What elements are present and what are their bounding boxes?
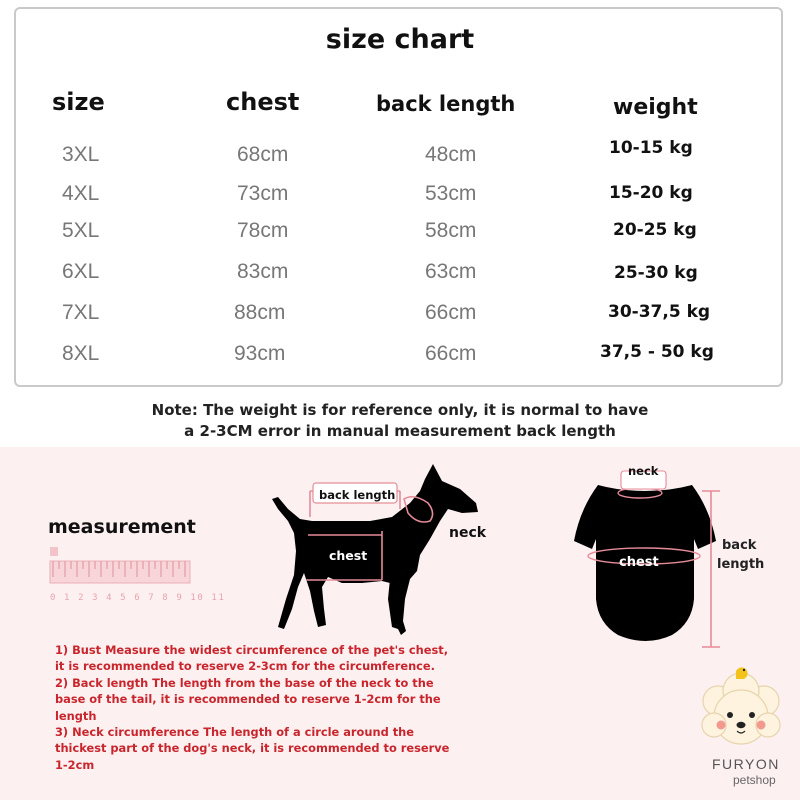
cell-chest: 78cm <box>237 219 289 242</box>
cell-back: 66cm <box>425 301 477 324</box>
dog-back-length-label: back length <box>319 488 396 502</box>
cell-back: 53cm <box>425 182 477 205</box>
furyon-dog-logo-icon <box>696 665 786 757</box>
reference-note <box>0 400 800 442</box>
dog-chest-label: chest <box>329 548 368 563</box>
cell-chest: 73cm <box>237 182 289 205</box>
cell-size: 6XL <box>62 260 100 283</box>
cell-weight: 25-30 kg <box>614 263 698 283</box>
shirt-back-label: back <box>722 538 757 553</box>
cell-back: 58cm <box>425 219 477 242</box>
shirt-length-label: length <box>717 557 765 572</box>
cell-size: 8XL <box>62 342 100 365</box>
dog-neck-label: neck <box>449 525 487 541</box>
size-chart-title: size chart <box>325 24 475 55</box>
ruler-numbers: 0 1 2 3 4 5 6 7 8 9 10 11 <box>50 593 226 603</box>
cell-weight: 10-15 kg <box>609 138 693 158</box>
cell-chest: 88cm <box>234 301 286 324</box>
header-size: size <box>52 88 105 116</box>
shirt-neck-label: neck <box>628 464 659 478</box>
cell-weight: 20-25 kg <box>613 220 697 240</box>
cell-back: 66cm <box>425 342 477 365</box>
instruction-2: 2) Back length The length from the base of the neck to the base of the tail, it is recommended to reserve 1-2cm for the length <box>55 675 441 723</box>
note-line-2: a 2-3CM error in manual measurement back length <box>184 422 616 440</box>
cell-back: 63cm <box>425 260 477 283</box>
measurement-instructions <box>55 642 455 773</box>
note-line-1: Note: The weight is for reference only, it is normal to have <box>151 401 649 419</box>
brand-name: FURYON <box>712 756 780 772</box>
cell-chest: 93cm <box>234 342 286 365</box>
cell-back: 48cm <box>425 143 477 166</box>
cell-size: 4XL <box>62 182 100 205</box>
brand-subtitle: petshop <box>733 773 776 787</box>
cell-weight: 15-20 kg <box>609 183 693 203</box>
header-weight: weight <box>613 95 698 120</box>
header-back-length: back length <box>376 92 516 116</box>
cell-chest: 68cm <box>237 143 289 166</box>
header-chest: chest <box>226 88 300 116</box>
measurement-section <box>0 447 800 800</box>
cell-size: 7XL <box>62 301 100 324</box>
shirt-chest-label: chest <box>619 555 659 570</box>
cell-chest: 83cm <box>237 260 289 283</box>
measurement-title: measurement <box>48 516 196 538</box>
instruction-3: 3) Neck circumference The length of a circle around the thickest part of the dog's neck, it is recommended to reserve 1-2cm <box>55 725 450 772</box>
cell-weight: 30-37,5 kg <box>608 302 711 322</box>
instruction-1: 1) Bust Measure the widest circumference of the pet's chest, it is recommended to reserve 2-3cm for the circumference. <box>55 643 449 674</box>
cell-size: 3XL <box>62 143 100 166</box>
cell-weight: 37,5 - 50 kg <box>600 342 714 362</box>
cell-size: 5XL <box>62 219 100 242</box>
